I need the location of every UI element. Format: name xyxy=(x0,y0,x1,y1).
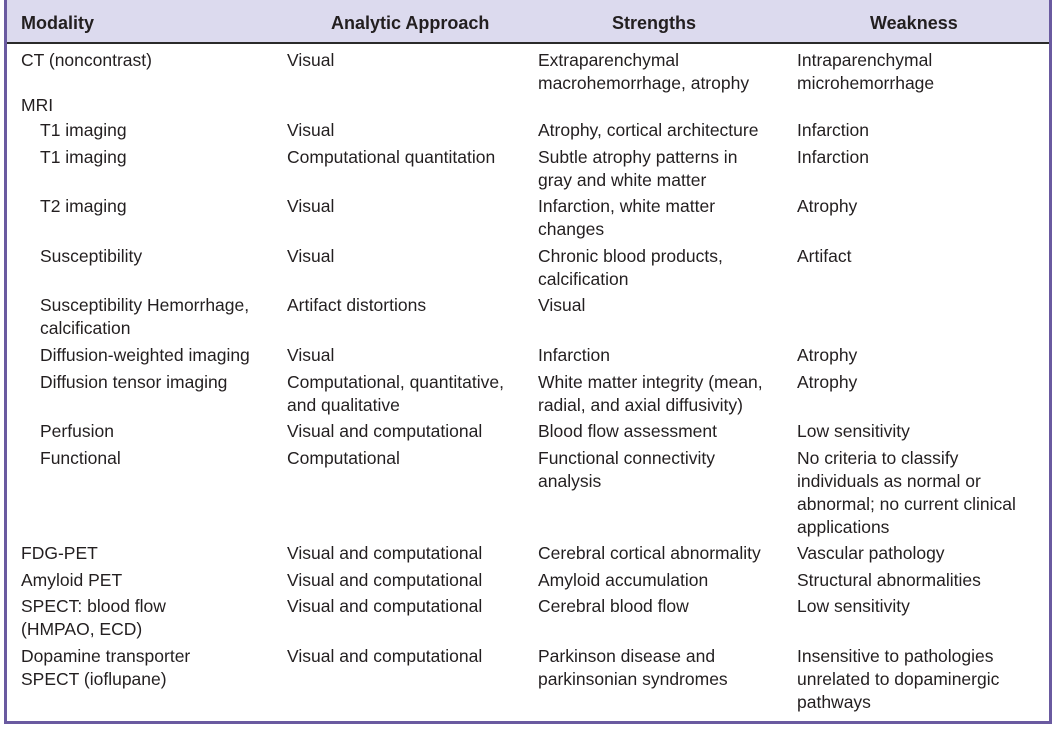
header-modality: Modality xyxy=(21,13,95,33)
cell-strengths: Chronic blood products, calcification xyxy=(538,246,723,289)
cell-strengths: Infarction xyxy=(538,345,610,365)
cell-strengths: Functional connectivity analysis xyxy=(538,448,716,491)
cell-weakness: Infarction xyxy=(797,120,869,140)
cell-strengths: Infarction, white matter changes xyxy=(538,196,716,239)
cell-approach: Visual xyxy=(287,246,335,266)
cell-weakness: Atrophy xyxy=(797,345,858,365)
cell-strengths: Atrophy, cortical architecture xyxy=(538,120,759,140)
cell-modality: T1 imaging xyxy=(40,120,127,140)
table-frame xyxy=(4,0,1052,724)
cell-approach: Visual and computational xyxy=(287,596,483,616)
cell-approach: Visual xyxy=(287,50,335,70)
cell-weakness: Vascular pathology xyxy=(797,543,945,563)
cell-strengths: Visual xyxy=(538,295,586,315)
cell-modality: T1 imaging xyxy=(40,147,127,167)
cell-approach: Artifact distortions xyxy=(287,295,427,315)
cell-modality: Functional xyxy=(40,448,121,468)
cell-approach: Visual and computational xyxy=(287,646,483,666)
cell-weakness: Insensitive to pathologies unrelated to dopaminergic pathways xyxy=(797,646,1000,712)
cell-modality: Diffusion tensor imaging xyxy=(40,372,228,392)
cell-modality: Dopamine transporter SPECT (ioflupane) xyxy=(21,646,191,689)
cell-approach: Visual xyxy=(287,345,335,365)
cell-strengths: Blood flow assessment xyxy=(538,421,717,441)
cell-modality: Diffusion-weighted imaging xyxy=(40,345,250,365)
cell-weakness: Infarction xyxy=(797,147,869,167)
cell-modality: Perfusion xyxy=(40,421,114,441)
cell-approach: Visual and computational xyxy=(287,421,483,441)
cell-approach: Visual xyxy=(287,196,335,216)
cell-modality: Amyloid PET xyxy=(21,570,123,590)
cell-strengths: Parkinson disease and parkinsonian syndromes xyxy=(538,646,728,689)
cell-modality: FDG-PET xyxy=(21,543,98,563)
cell-approach: Visual and computational xyxy=(287,543,483,563)
cell-weakness: Structural abnormalities xyxy=(797,570,981,590)
cell-weakness: Low sensitivity xyxy=(797,596,910,616)
cell-modality: Susceptibility xyxy=(40,246,143,266)
cell-modality: MRI xyxy=(21,95,54,115)
cell-strengths: Extraparenchymal macrohemorrhage, atrophy xyxy=(538,50,750,93)
cell-approach: Computational, quantitative, and qualitative xyxy=(287,372,504,415)
cell-strengths: White matter integrity (mean, radial, and axial diffusivity) xyxy=(538,372,763,415)
cell-modality: Susceptibility Hemorrhage, calcification xyxy=(40,295,250,338)
cell-weakness: Artifact xyxy=(797,246,852,266)
cell-approach: Visual xyxy=(287,120,335,140)
cell-modality: SPECT: blood flow (HMPAO, ECD) xyxy=(21,596,166,639)
header-analytic-approach: Analytic Approach xyxy=(331,13,490,33)
cell-modality: CT (noncontrast) xyxy=(21,50,152,70)
cell-approach: Computational quantitation xyxy=(287,147,496,167)
header-weakness: Weakness xyxy=(870,13,958,33)
cell-weakness: Atrophy xyxy=(797,196,858,216)
cell-strengths: Subtle atrophy patterns in gray and white matter xyxy=(538,147,738,190)
cell-strengths: Cerebral blood flow xyxy=(538,596,689,616)
cell-approach: Visual and computational xyxy=(287,570,483,590)
cell-weakness: No criteria to classify individuals as normal or abnormal; no current clinical applications xyxy=(797,448,1016,537)
cell-strengths: Cerebral cortical abnormality xyxy=(538,543,761,563)
header-strengths: Strengths xyxy=(612,13,697,33)
cell-approach: Computational xyxy=(287,448,400,468)
cell-strengths: Amyloid accumulation xyxy=(538,570,709,590)
table-header xyxy=(7,0,1049,44)
cell-modality: T2 imaging xyxy=(40,196,127,216)
cell-weakness: Atrophy xyxy=(797,372,858,392)
cell-weakness: Intraparenchymal microhemorrhage xyxy=(797,50,935,93)
cell-weakness: Low sensitivity xyxy=(797,421,910,441)
